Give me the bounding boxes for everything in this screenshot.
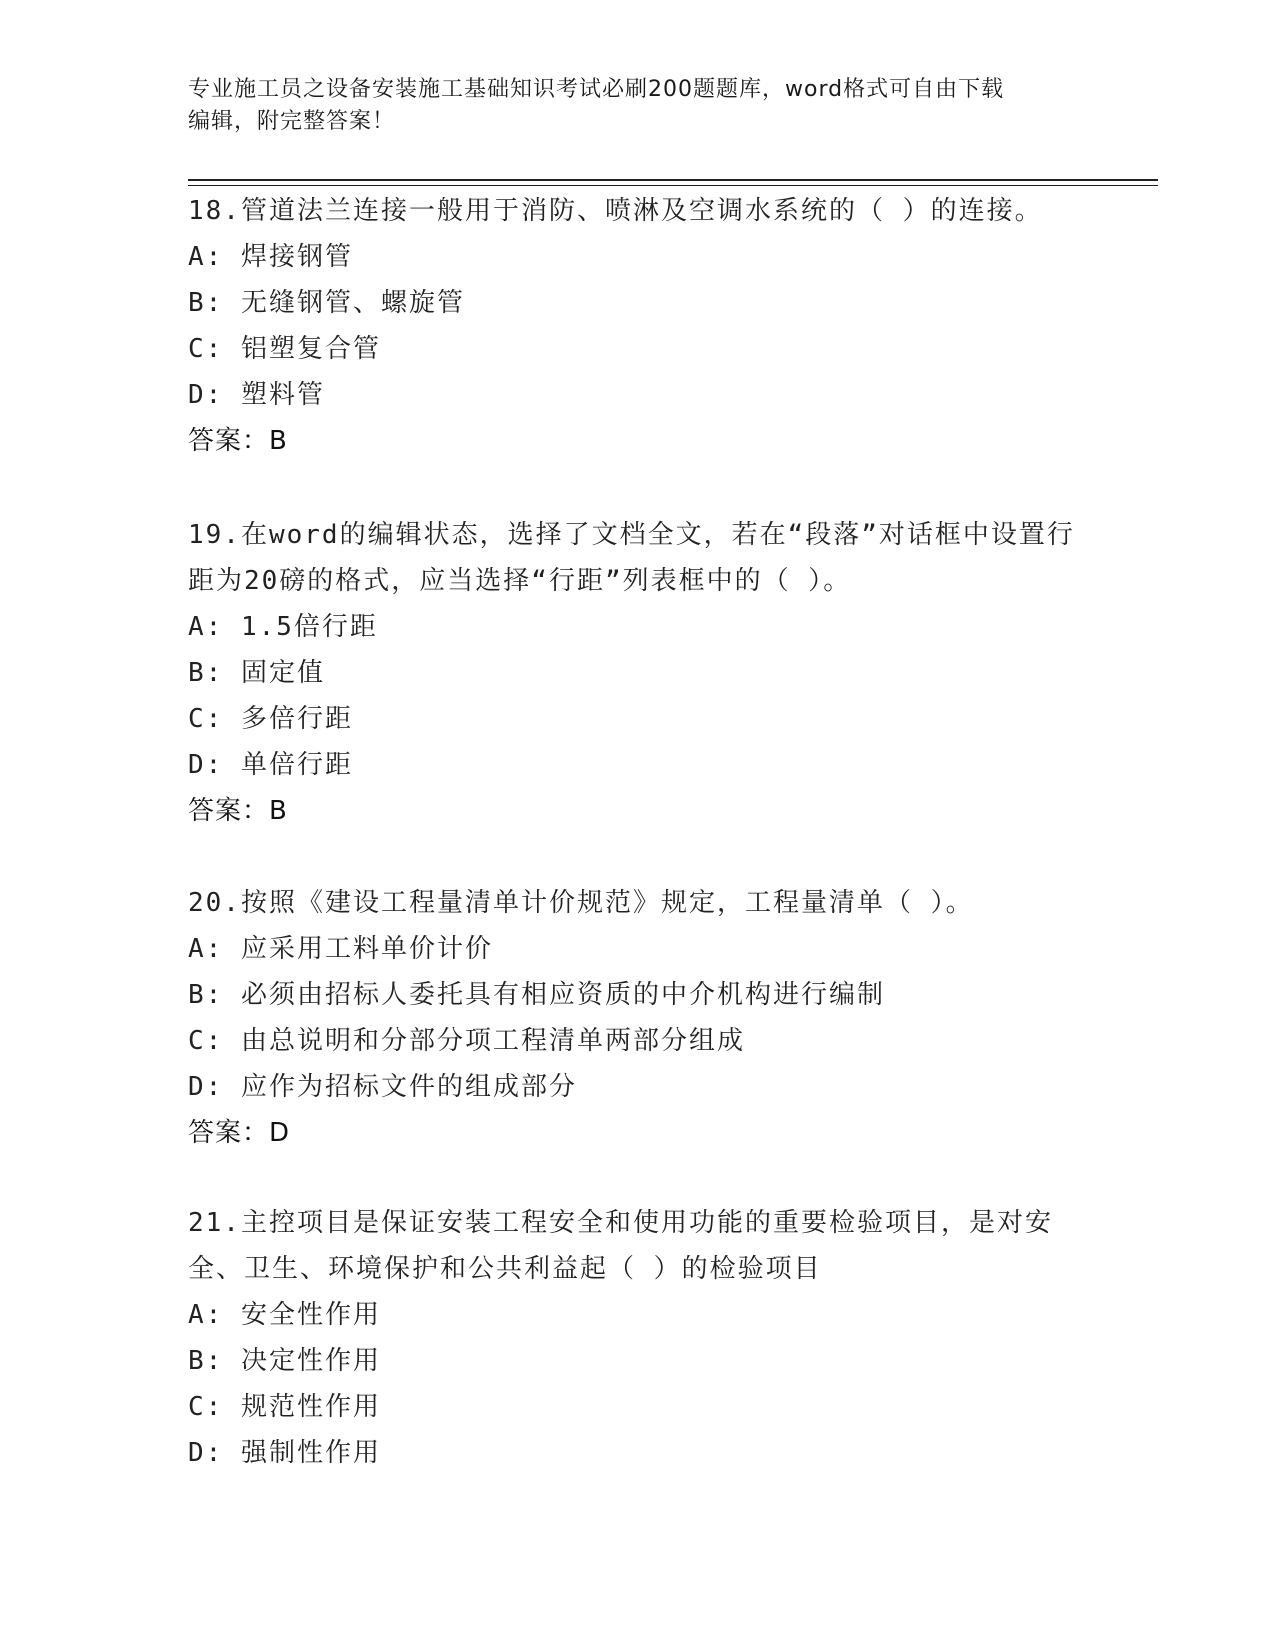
option-c: C: 多倍行距	[188, 704, 353, 734]
option-a: A: 1.5倍行距	[188, 612, 378, 642]
header-divider-thick	[188, 179, 1158, 181]
question-19	[188, 512, 1088, 834]
option-b: B: 无缝钢管、螺旋管	[188, 288, 465, 318]
answer-line: 答案：B	[188, 426, 288, 456]
option-d: D: 单倍行距	[188, 750, 353, 780]
option-a: A: 应采用工料单价计价	[188, 934, 493, 964]
header-line-2: 编辑，附完整答案！	[188, 109, 396, 134]
option-d: D: 强制性作用	[188, 1438, 381, 1468]
option-b: B: 必须由招标人委托具有相应资质的中介机构进行编制	[188, 980, 885, 1010]
question-stem: 20.按照《建设工程量清单计价规范》规定，工程量清单（ ）。	[188, 888, 974, 918]
header-divider-thin	[188, 185, 1158, 186]
question-stem: 21.主控项目是保证安装工程安全和使用功能的重要检验项目，是对安全、卫生、环境保护和公共利益起（ ）的检验项目	[188, 1208, 1053, 1284]
option-d: D: 应作为招标文件的组成部分	[188, 1072, 577, 1102]
answer-line: 答案：B	[188, 796, 288, 826]
question-20	[188, 880, 1088, 1156]
option-c: C: 由总说明和分部分项工程清单两部分组成	[188, 1026, 745, 1056]
question-21	[188, 1200, 1088, 1476]
document-header	[188, 74, 1068, 138]
answer-line: 答案：D	[188, 1118, 291, 1148]
question-stem: 19.在word的编辑状态，选择了文档全文，若在“段落”对话框中设置行距为20磅的格式，应当选择“行距”列表框中的（ ）。	[188, 520, 1075, 596]
question-18	[188, 188, 1088, 464]
option-a: A: 焊接钢管	[188, 242, 353, 272]
header-line-1: 专业施工员之设备安装施工基础知识考试必刷200题题库，word格式可自由下载	[188, 77, 1005, 102]
option-b: B: 决定性作用	[188, 1346, 381, 1376]
option-b: B: 固定值	[188, 658, 325, 688]
option-c: C: 规范性作用	[188, 1392, 381, 1422]
option-c: C: 铝塑复合管	[188, 334, 381, 364]
option-d: D: 塑料管	[188, 380, 325, 410]
question-stem: 18.管道法兰连接一般用于消防、喷淋及空调水系统的（ ）的连接。	[188, 196, 1043, 226]
option-a: A: 安全性作用	[188, 1300, 381, 1330]
